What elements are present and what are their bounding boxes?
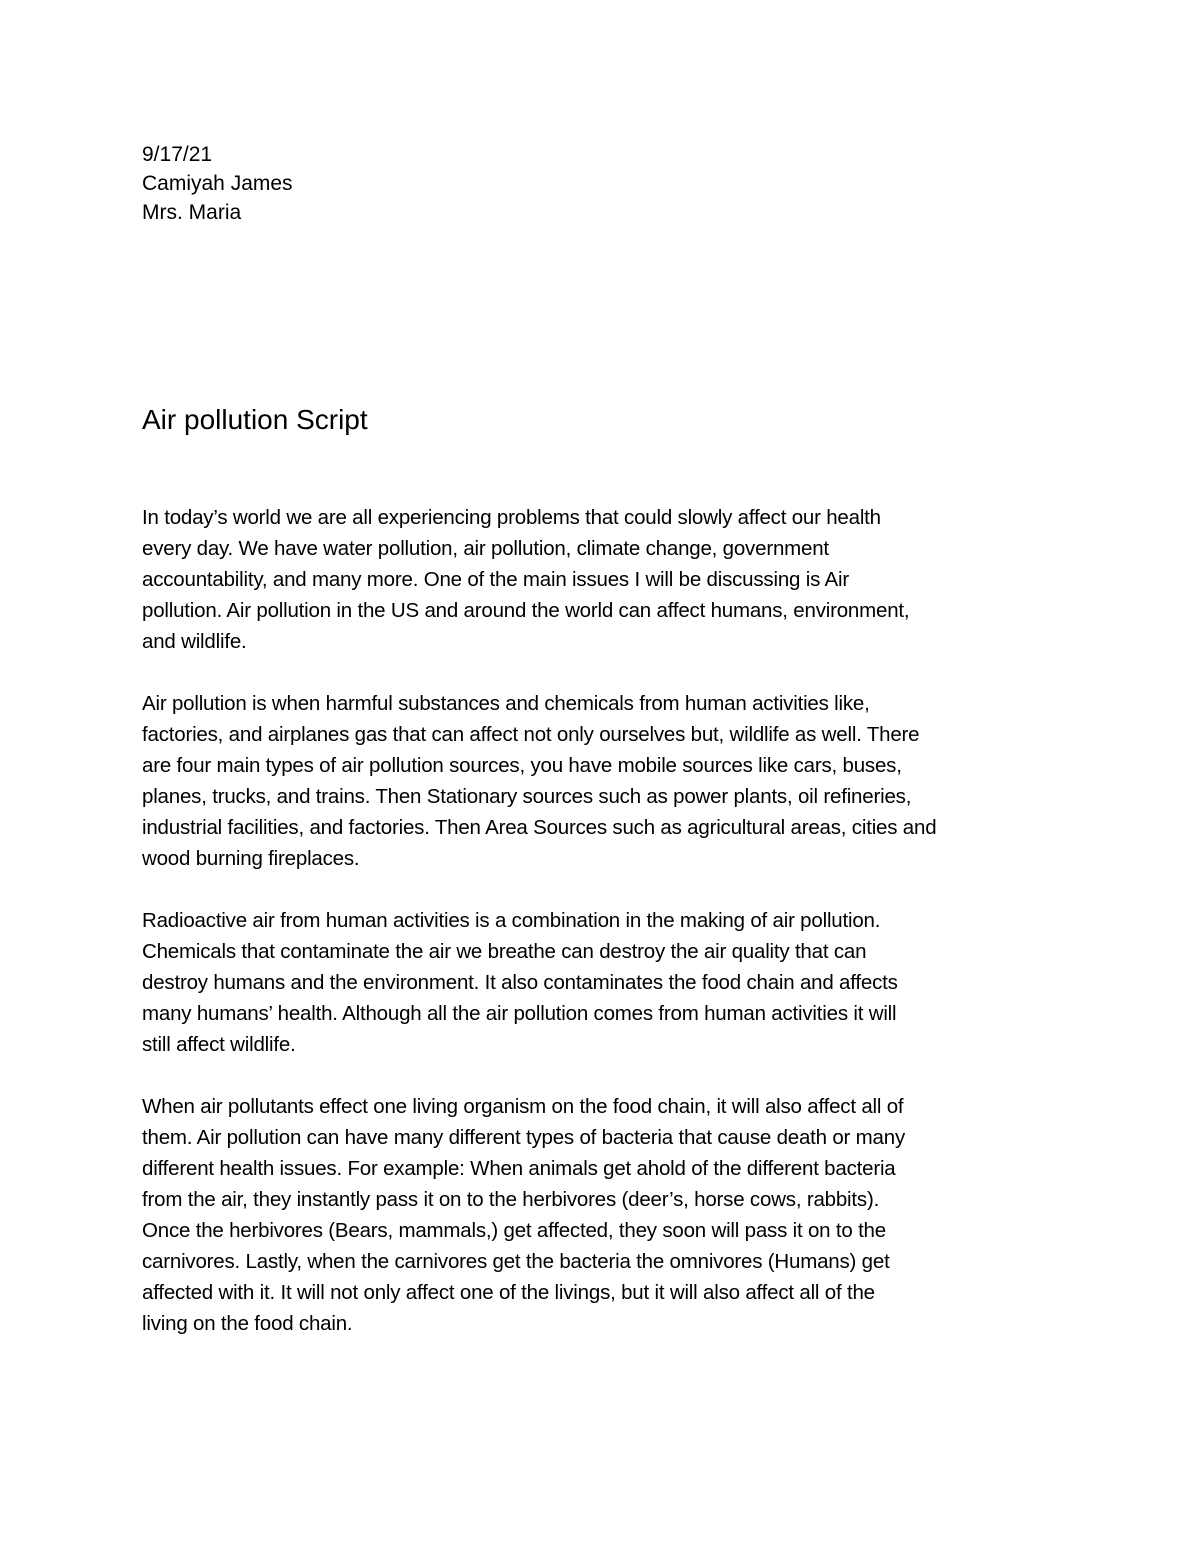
text-line: planes, trucks, and trains. Then Stationary sources such as power plants, oil refineries, bbox=[142, 785, 912, 808]
text-line: them. Air pollution can have many different types of bacteria that cause death or many bbox=[142, 1126, 906, 1149]
text-line: every day. We have water pollution, air pollution, climate change, government bbox=[142, 537, 829, 560]
paragraph bbox=[142, 688, 1062, 874]
text-line: affected with it. It will not only affect one of the livings, but it will also affect all of the bbox=[142, 1281, 875, 1304]
text-line: wood burning fireplaces. bbox=[142, 847, 360, 870]
text-line: destroy humans and the environment. It also contaminates the food chain and affects bbox=[142, 971, 898, 994]
text-line: accountability, and many more. One of the main issues I will be discussing is Air bbox=[142, 568, 849, 591]
document-title: Air pollution Script bbox=[142, 404, 368, 435]
text-line: When air pollutants effect one living organism on the food chain, it will also affect all of bbox=[142, 1095, 904, 1118]
text-line: In today’s world we are all experiencing problems that could slowly affect our health bbox=[142, 506, 881, 529]
text-line: factories, and airplanes gas that can affect not only ourselves but, wildlife as well. There bbox=[142, 723, 920, 746]
text-line: living on the food chain. bbox=[142, 1312, 353, 1335]
document-header bbox=[142, 140, 293, 227]
teacher-name: Mrs. Maria bbox=[142, 201, 242, 224]
text-line: carnivores. Lastly, when the carnivores get the bacteria the omnivores (Humans) get bbox=[142, 1250, 890, 1273]
text-line: still affect wildlife. bbox=[142, 1033, 296, 1056]
paragraph bbox=[142, 905, 1062, 1060]
text-line: different health issues. For example: When animals get ahold of the different bacteria bbox=[142, 1157, 896, 1180]
text-line: Air pollution is when harmful substances and chemicals from human activities like, bbox=[142, 692, 870, 715]
paragraph bbox=[142, 1091, 1062, 1339]
text-line: many humans’ health. Although all the air pollution comes from human activities it will bbox=[142, 1002, 897, 1025]
text-line: and wildlife. bbox=[142, 630, 247, 653]
text-line: from the air, they instantly pass it on to the herbivores (deer’s, horse cows, rabbits). bbox=[142, 1188, 880, 1211]
document-body bbox=[142, 502, 1062, 1370]
date-line: 9/17/21 bbox=[142, 143, 213, 166]
text-line: industrial facilities, and factories. Then Area Sources such as agricultural areas, cities and bbox=[142, 816, 937, 839]
text-line: Once the herbivores (Bears, mammals,) get affected, they soon will pass it on to the bbox=[142, 1219, 886, 1242]
text-line: pollution. Air pollution in the US and around the world can affect humans, environment, bbox=[142, 599, 910, 622]
text-line: Chemicals that contaminate the air we breathe can destroy the air quality that can bbox=[142, 940, 867, 963]
paragraph bbox=[142, 502, 1062, 657]
student-name: Camiyah James bbox=[142, 172, 293, 195]
text-line: Radioactive air from human activities is a combination in the making of air pollution. bbox=[142, 909, 881, 932]
text-line: are four main types of air pollution sources, you have mobile sources like cars, buses, bbox=[142, 754, 902, 777]
